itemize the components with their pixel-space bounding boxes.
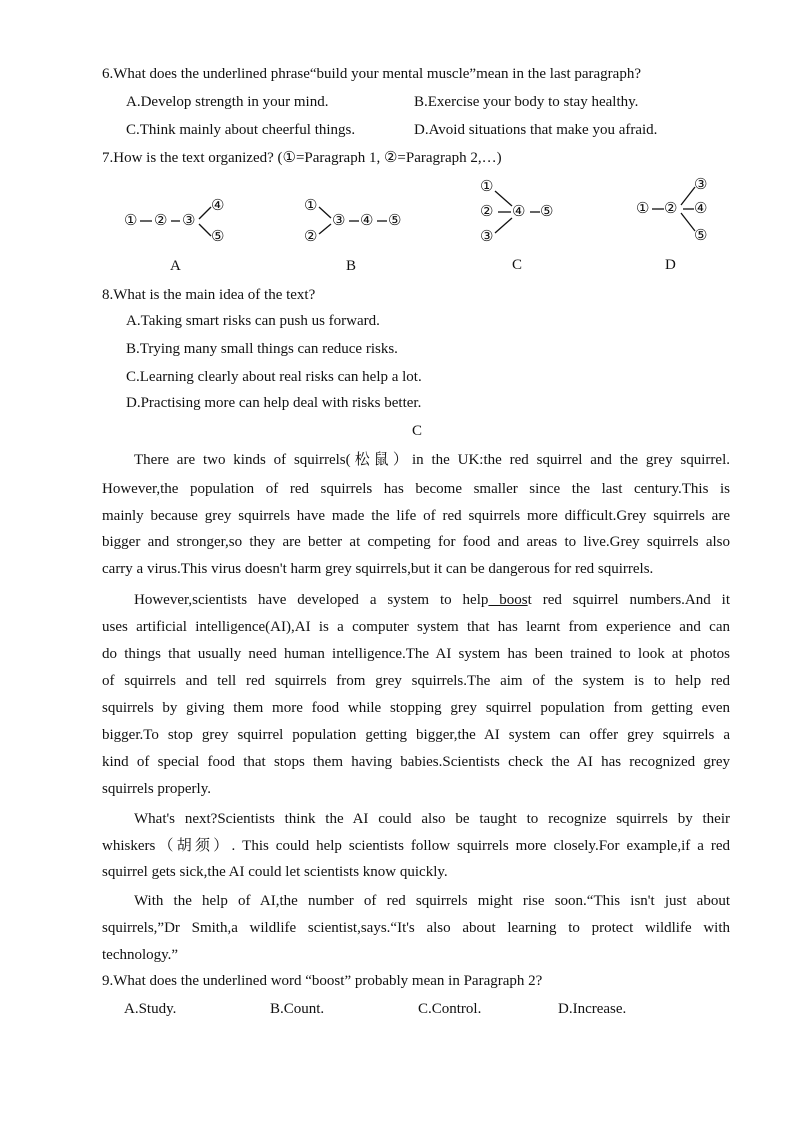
diagram-c-node-4: ④ — [512, 204, 526, 220]
diagram-c-svg — [478, 175, 588, 250]
diagram-b-node-1: ① — [304, 198, 318, 214]
diagram-d-node-1: ① — [636, 201, 650, 217]
diagram-d-label: D — [665, 257, 676, 273]
q9-option-c[interactable]: C.Control. — [418, 1001, 482, 1017]
diagram-c[interactable] — [478, 175, 588, 255]
diagram-a-label: A — [170, 258, 181, 274]
boost-underlined: boos — [488, 592, 528, 608]
q6-option-b[interactable]: B.Exercise your body to stay healthy. — [414, 94, 639, 110]
q6-stem-underlined: build your mental muscle — [316, 66, 470, 82]
passage-p1-line-3: mainly because grey squirrels have made the life of red squirrels more difficult.Grey squirrels are — [102, 508, 730, 524]
q6-option-d[interactable]: D.Avoid situations that make you afraid. — [414, 122, 658, 138]
q6-stem — [102, 65, 641, 83]
diagram-c-label: C — [512, 257, 523, 273]
diagram-b-node-4: ④ — [360, 213, 374, 229]
diagram-c-node-1: ① — [480, 179, 494, 195]
q6-option-a[interactable]: A.Develop strength in your mind. — [126, 94, 329, 110]
passage-p4-line-2: squirrels,”Dr Smith,a wildlife scientist,says.“It's also about learning to protect wildlife with — [102, 920, 730, 936]
diagram-c-node-3: ③ — [480, 229, 494, 245]
passage-p2-line-3: do things that usually need human intelligence.The AI system has been trained to look at photos — [102, 646, 730, 662]
diagram-d-node-2: ② — [664, 201, 678, 217]
diagram-a-node-3: ③ — [182, 213, 196, 229]
diagram-a-node-1: ① — [124, 213, 138, 229]
diagram-a-node-5: ⑤ — [211, 229, 225, 245]
passage-p3-line-2: whiskers（胡须）. This could help scientists follow squirrels more closely.For example,if a red — [102, 838, 730, 854]
q8-stem: 8.What is the main idea of the text? — [102, 287, 316, 303]
passage-p2-post: t red squirrel numbers.And it — [527, 592, 730, 608]
q8-option-d[interactable]: D.Practising more can help deal with risks better. — [126, 395, 422, 411]
passage-p2-line-4: of squirrels and tell red squirrels from grey squirrels.The aim of the system is to help red — [102, 673, 730, 689]
diagram-b[interactable] — [302, 190, 412, 255]
section-heading: C — [412, 423, 423, 439]
q6-stem-post: ”mean in the last paragraph? — [469, 66, 641, 82]
passage-p3-line-1: What's next?Scientists think the AI could also be taught to recognize squirrels by their — [134, 811, 730, 827]
diagram-d[interactable] — [632, 175, 732, 255]
passage-p1-line-4: bigger and stronger,so they are better at competing for food and areas to live.Grey squirrels also — [102, 534, 730, 550]
q6-option-c[interactable]: C.Think mainly about cheerful things. — [126, 122, 356, 138]
diagram-d-node-3: ③ — [694, 177, 708, 193]
q9-option-b[interactable]: B.Count. — [270, 1001, 325, 1017]
diagram-c-node-5: ⑤ — [540, 204, 554, 220]
q8-option-c[interactable]: C.Learning clearly about real risks can help a lot. — [126, 369, 422, 385]
passage-p1-line-5: carry a virus.This virus doesn't harm grey squirrels,but it can be dangerous for red squirrels. — [102, 561, 654, 577]
diagram-b-label: B — [346, 258, 357, 274]
passage-p2-line-5: squirrels by giving them more food while stopping grey squirrel population from getting even — [102, 700, 730, 716]
q8-option-b[interactable]: B.Trying many small things can reduce risks. — [126, 341, 398, 357]
passage-p4-line-3: technology.” — [102, 947, 179, 963]
diagram-c-node-2: ② — [480, 204, 494, 220]
diagram-b-node-5: ⑤ — [388, 213, 402, 229]
q8-option-a[interactable]: A.Taking smart risks can push us forward. — [126, 313, 380, 329]
q6-stem-pre: 6.What does the underlined phrase“ — [102, 66, 317, 82]
passage-p1-line-1: There are two kinds of squirrels(松鼠）in the UK:the red squirrel and the grey squirrel. — [134, 452, 730, 468]
passage-p2-line-2: uses artificial intelligence(AI),AI is a computer system that has learnt from experience and can — [102, 619, 730, 635]
diagram-a-node-4: ④ — [211, 198, 225, 214]
passage-p3-line-3: squirrel gets sick,the AI could let scientists know quickly. — [102, 864, 448, 880]
q7-stem: 7.How is the text organized? (①=Paragraph 1, ②=Paragraph 2,…) — [102, 150, 502, 166]
q9-stem: 9.What does the underlined word “boost” probably mean in Paragraph 2? — [102, 973, 543, 989]
q9-option-a[interactable]: A.Study. — [124, 1001, 177, 1017]
passage-p1-line-2: However,the population of red squirrels has become smaller since the last century.This is — [102, 481, 730, 497]
passage-p2-line-7: kind of special food that stops them having babies.Scientists check the AI has recognized grey — [102, 754, 730, 770]
diagram-b-node-3: ③ — [332, 213, 346, 229]
passage-p2-line-8: squirrels properly. — [102, 781, 211, 797]
diagram-b-node-2: ② — [304, 229, 318, 245]
passage-p2-line-6: bigger.To stop grey squirrel population getting bigger,the AI system can offer grey squirrels a — [102, 727, 730, 743]
passage-p2-line-1 — [134, 591, 730, 609]
passage-p4-line-1: With the help of AI,the number of red squirrels might rise soon.“This isn't just about — [134, 893, 730, 909]
q9-option-d[interactable]: D.Increase. — [558, 1001, 627, 1017]
diagram-a-node-2: ② — [154, 213, 168, 229]
diagram-a[interactable] — [120, 190, 240, 255]
passage-p2-pre: However,scientists have developed a system to help — [134, 592, 489, 608]
diagram-d-node-4: ④ — [694, 201, 708, 217]
diagram-d-node-5: ⑤ — [694, 228, 708, 244]
